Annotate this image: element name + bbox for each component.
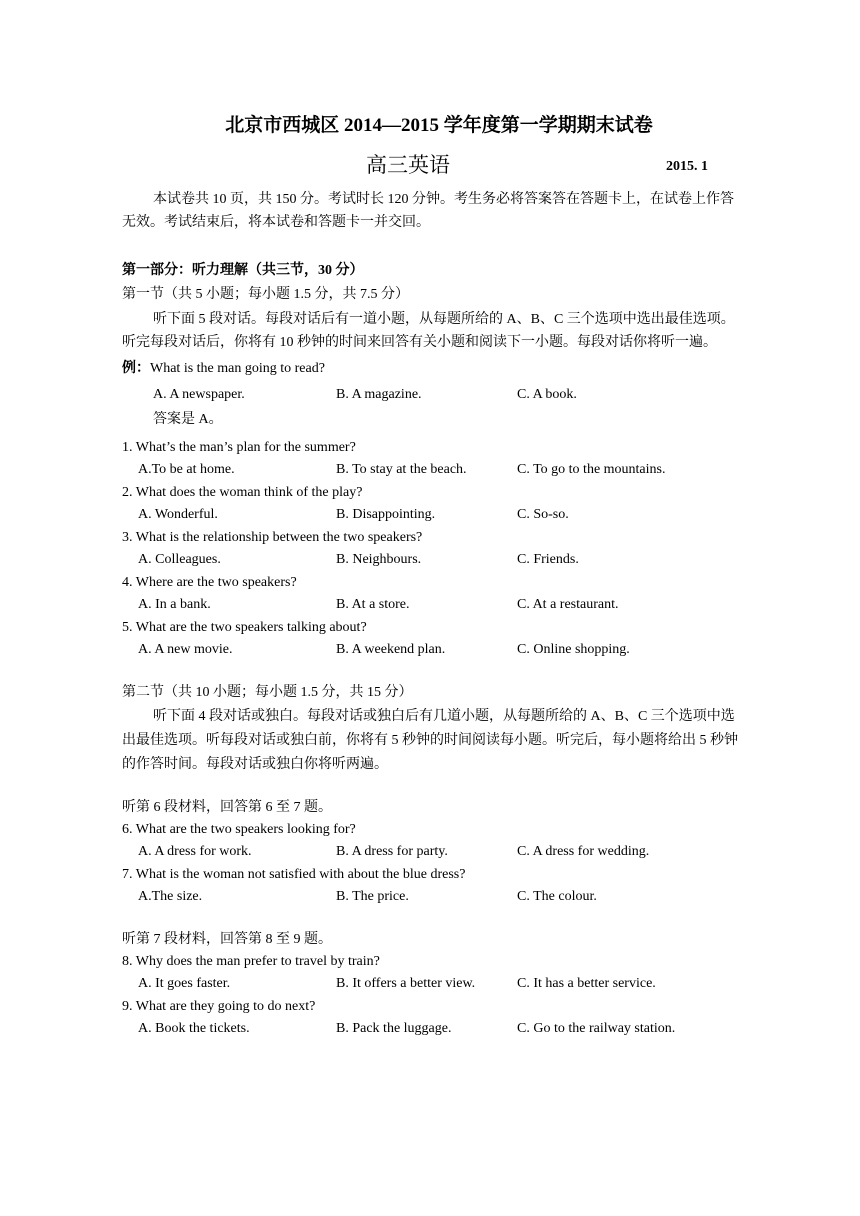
question-9 bbox=[122, 996, 742, 1041]
question-options bbox=[122, 973, 742, 996]
option-c: C. Friends. bbox=[517, 552, 579, 567]
option-b: B. It offers a better view. bbox=[336, 976, 476, 991]
option-c: C. So-so. bbox=[517, 507, 569, 522]
example-question-text: What is the man going to read? bbox=[150, 361, 325, 376]
option-a: A. In a bank. bbox=[138, 597, 211, 612]
option-b: B. To stay at the beach. bbox=[336, 462, 467, 477]
question-text: 5. What are the two speakers talking about? bbox=[122, 620, 367, 635]
option-b: B. Pack the luggage. bbox=[336, 1021, 452, 1036]
option-b: B. Disappointing. bbox=[336, 507, 436, 522]
option-a: A. A newspaper. bbox=[153, 387, 245, 402]
exam-title: 北京市西城区 2014—2015 学年度第一学期期末试卷 bbox=[225, 115, 653, 136]
question-options bbox=[122, 1018, 742, 1041]
question-6 bbox=[122, 819, 742, 864]
question-text: 7. What is the woman not satisfied with about the blue dress? bbox=[122, 867, 466, 882]
section2-heading: 第二节（共 10 小题；每小题 1.5 分，共 15 分） bbox=[122, 685, 413, 700]
question-text: 9. What are they going to do next? bbox=[122, 999, 316, 1014]
question-1 bbox=[122, 437, 742, 482]
example-answer: 答案是 A。 bbox=[153, 412, 223, 427]
option-c: C. At a restaurant. bbox=[517, 597, 619, 612]
group-heading: 听第 6 段材料，回答第 6 至 7 题。 bbox=[122, 800, 332, 815]
section1-instructions: 听下面 5 段对话。每段对话后有一道小题，从每题所给的 A、B、C 三个选项中选出最佳选项。听完每段对话后，你将有 10 秒钟的时间来回答有关小题和阅读下一小题。每段对话你将听一遍。 bbox=[122, 312, 735, 350]
option-c: C. Online shopping. bbox=[517, 642, 630, 657]
question-5 bbox=[122, 617, 742, 662]
option-b: B. A magazine. bbox=[336, 387, 422, 402]
spacer bbox=[122, 909, 742, 929]
question-8 bbox=[122, 951, 742, 996]
option-a: A. Colleagues. bbox=[138, 552, 221, 567]
option-a: A. A new movie. bbox=[138, 642, 233, 657]
option-c: C. The colour. bbox=[517, 889, 597, 904]
question-7 bbox=[122, 864, 742, 909]
section2-instructions: 听下面 4 段对话或独白。每段对话或独白后有几道小题，从每题所给的 A、B、C 三个选项中选出最佳选项。听每段对话或独白前，你将有 5 秒钟的时间阅读每小题。听完后，每小题将给出 5 秒钟的作答时间。每段对话或独白你将听两遍。 bbox=[122, 709, 738, 772]
option-c: C. Go to the railway station. bbox=[517, 1021, 676, 1036]
option-a: A. Wonderful. bbox=[138, 507, 218, 522]
question-options bbox=[122, 459, 742, 482]
question-text: 4. Where are the two speakers? bbox=[122, 575, 297, 590]
option-c: C. It has a better service. bbox=[517, 976, 656, 991]
spacer bbox=[122, 777, 742, 797]
question-text: 8. Why does the man prefer to travel by train? bbox=[122, 954, 380, 969]
exam-date: 2015. 1 bbox=[666, 159, 708, 174]
option-c: C. A book. bbox=[517, 387, 577, 402]
option-b: B. A dress for party. bbox=[336, 844, 448, 859]
option-b: B. Neighbours. bbox=[336, 552, 422, 567]
option-a: A.To be at home. bbox=[138, 462, 235, 477]
question-options bbox=[122, 639, 742, 662]
exam-subject: 高三英语 bbox=[366, 153, 450, 177]
question-text: 6. What are the two speakers looking for? bbox=[122, 822, 356, 837]
question-text: 2. What does the woman think of the play? bbox=[122, 485, 363, 500]
question-options bbox=[122, 841, 742, 864]
option-b: B. At a store. bbox=[336, 597, 410, 612]
question-3 bbox=[122, 527, 742, 572]
option-c: C. A dress for wedding. bbox=[517, 844, 650, 859]
exam-content bbox=[122, 112, 742, 1041]
question-options bbox=[122, 504, 742, 527]
option-a: A. Book the tickets. bbox=[138, 1021, 250, 1036]
part1-heading: 第一部分：听力理解（共三节，30 分） bbox=[122, 263, 364, 278]
subtitle-row bbox=[122, 150, 742, 184]
option-b: B. The price. bbox=[336, 889, 409, 904]
option-b: B. A weekend plan. bbox=[336, 642, 446, 657]
section1-heading: 第一节（共 5 小题；每小题 1.5 分，共 7.5 分） bbox=[122, 287, 409, 302]
question-2 bbox=[122, 482, 742, 527]
example-question bbox=[122, 358, 742, 380]
option-a: A. A dress for work. bbox=[138, 844, 252, 859]
option-a: A.The size. bbox=[138, 889, 203, 904]
question-text: 1. What’s the man’s plan for the summer? bbox=[122, 440, 356, 455]
question-options bbox=[122, 886, 742, 909]
question-options bbox=[122, 549, 742, 572]
intro-paragraph: 本试卷共 10 页，共 150 分。考试时长 120 分钟。考生务必将答案答在答题卡上，在试卷上作答无效。考试结束后，将本试卷和答题卡一并交回。 bbox=[122, 192, 734, 230]
spacer bbox=[122, 662, 742, 682]
example-label: 例： bbox=[122, 361, 150, 376]
question-text: 3. What is the relationship between the two speakers? bbox=[122, 530, 423, 545]
option-c: C. To go to the mountains. bbox=[517, 462, 666, 477]
option-a: A. It goes faster. bbox=[138, 976, 231, 991]
group-heading: 听第 7 段材料，回答第 8 至 9 题。 bbox=[122, 932, 332, 947]
example-options bbox=[122, 384, 742, 407]
question-4 bbox=[122, 572, 742, 617]
question-options bbox=[122, 594, 742, 617]
